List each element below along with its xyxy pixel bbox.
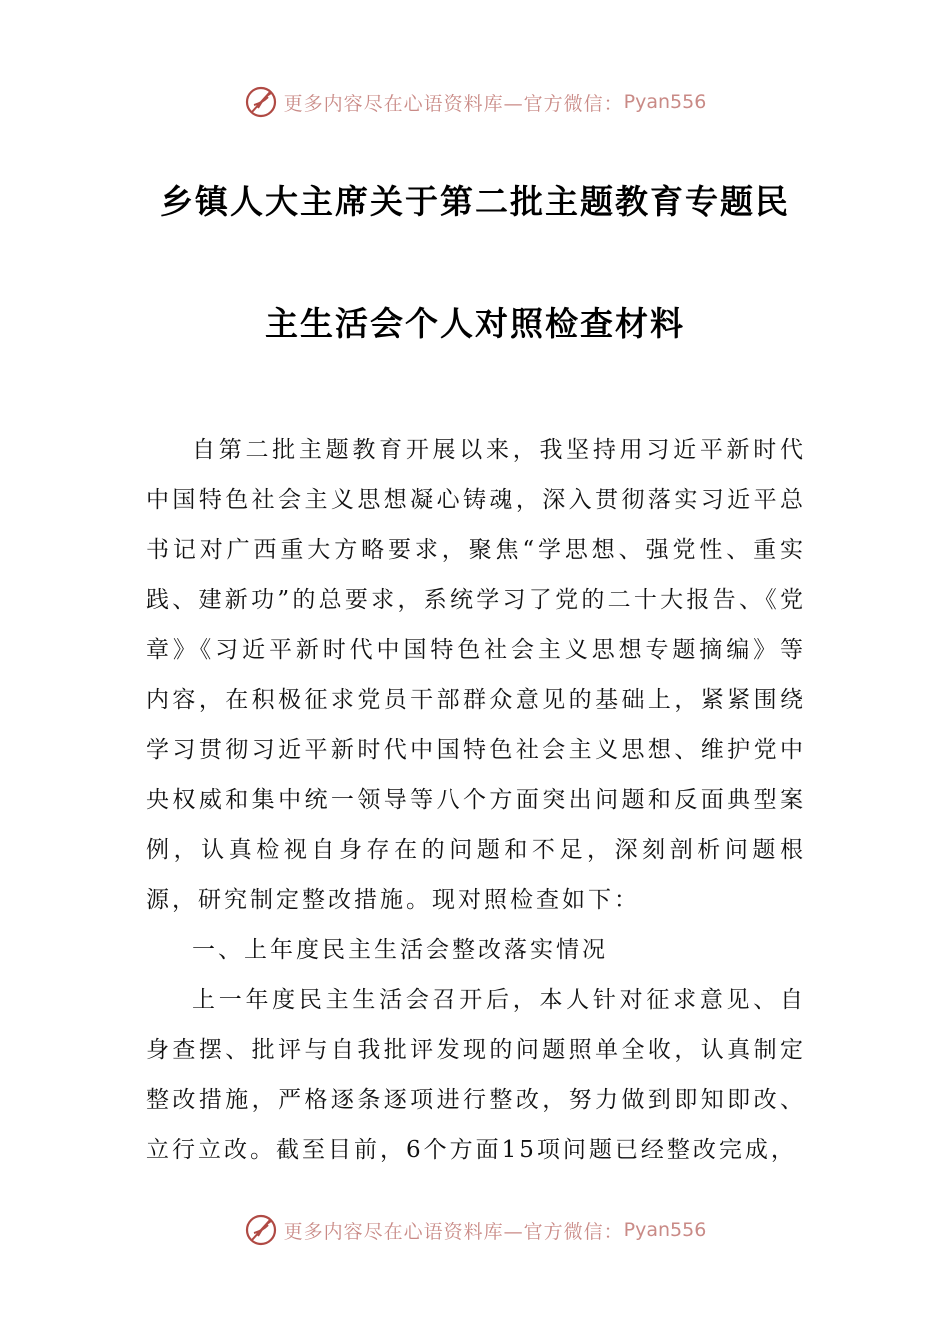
- watermark-wechat-id: Pyan556: [623, 1219, 707, 1241]
- quill-logo-icon: [244, 1213, 278, 1247]
- watermark-text: 更多内容尽在心语资料库—官方微信：: [283, 92, 624, 115]
- watermark-banner-top: [0, 82, 950, 122]
- paragraph-intro: 自第二批主题教育开展以来，我坚持用习近平新时代中国特色社会主义思想凝心铸魂，深入贯彻落实习近平总书记对广西重大方略要求，聚焦“学思想、强党性、重实践、建新功”的总要求，系统学习了党的二十大报告、《党章》《习近平新时代中国特色社会主义思想专题摘编》等内容，在积极征求党员干部群众意见的基础上，紧紧围绕学习贯彻习近平新时代中国特色社会主义思想、维护党中央权威和集中统一领导等八个方面突出问题和反面典型案例，认真检视自身存在的问题和不足，深刻剖析问题根源，研究制定整改措施。现对照检查如下：: [146, 437, 806, 913]
- watermark-banner-bottom: [0, 1210, 950, 1250]
- watermark-wechat-id: Pyan556: [623, 91, 707, 113]
- watermark-text: 更多内容尽在心语资料库—官方微信：: [283, 1220, 624, 1243]
- quill-logo-icon: [244, 85, 278, 119]
- document-title-line-2: 主生活会个人对照检查材料: [265, 304, 685, 343]
- section-heading-1: 一、上年度民主生活会整改落实情况: [192, 937, 608, 963]
- document-body: [146, 425, 806, 1175]
- document-title-line-1: 乡镇人大主席关于第二批主题教育专题民: [160, 182, 790, 221]
- paragraph-section-1: 上一年度民主生活会召开后，本人针对征求意见、自身查摆、批评与自我批评发现的问题照单全收，认真制定整改措施，严格逐条逐项进行整改，努力做到即知即改、立行立改。截至目前，6个方面15项问题已经整改完成，: [146, 987, 806, 1163]
